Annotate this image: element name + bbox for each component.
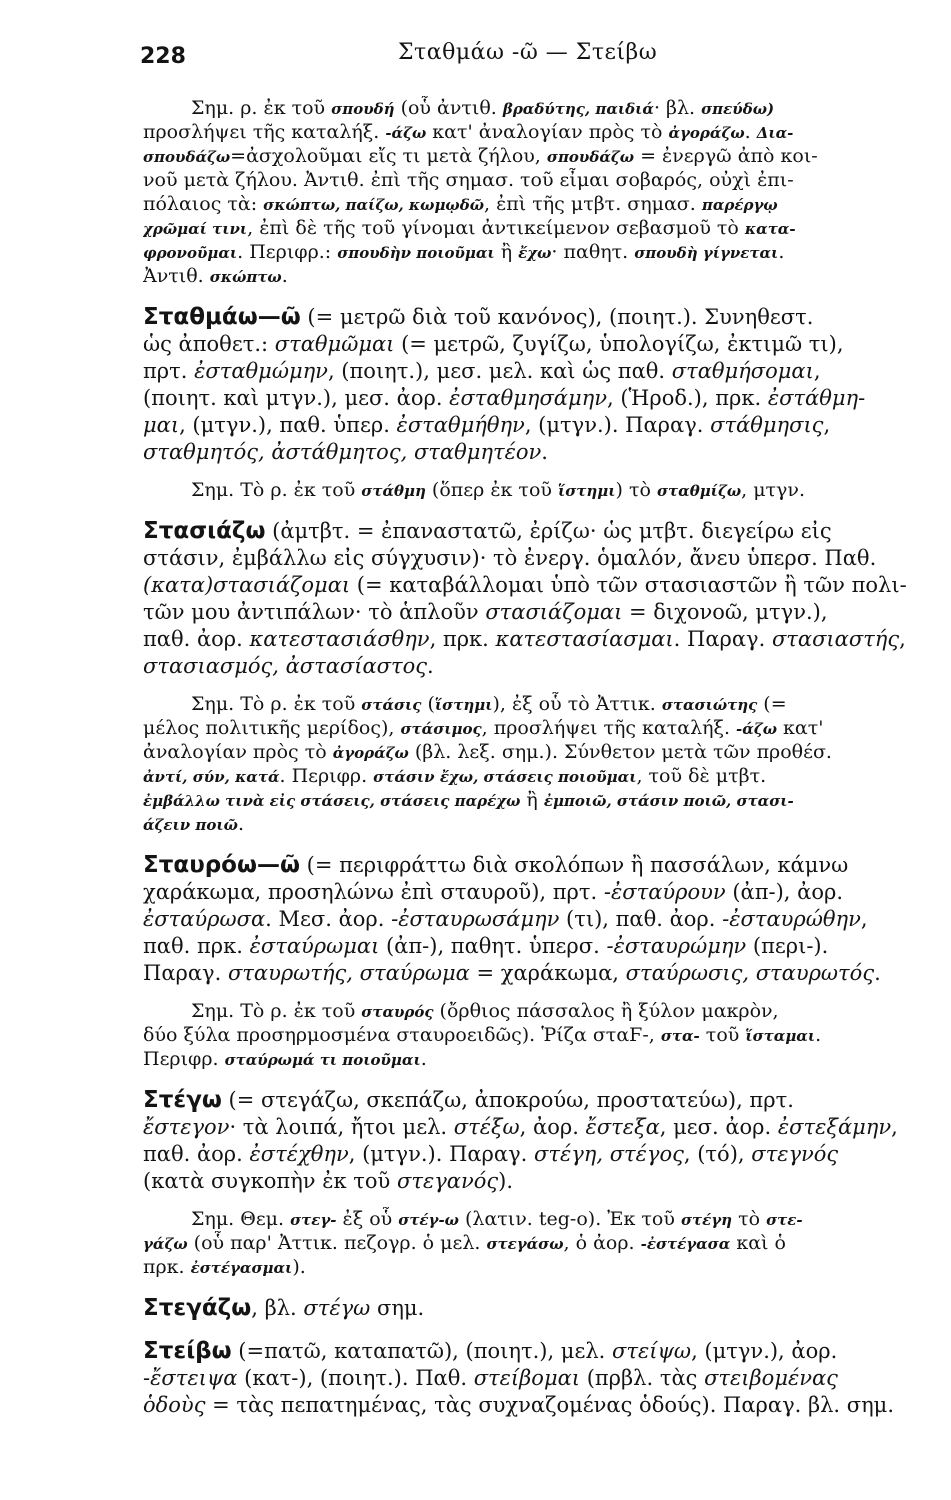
text-run: κατ' ἀναλογίαν πρὸς τὸ bbox=[426, 121, 669, 143]
text-run: ἐστεξάμην bbox=[777, 1115, 892, 1139]
text-run: . bbox=[281, 265, 288, 287]
text-run: (ἀπ-), ἀορ. bbox=[725, 880, 844, 904]
text-run: , ἀορ. bbox=[519, 1115, 586, 1139]
text-run: (βλ. λεξ. σημ.). Σύνθετον μετὰ τῶν προθέσ. bbox=[408, 741, 832, 763]
text-run: ἀντί, σύν, κατά bbox=[143, 768, 280, 786]
text-line bbox=[143, 788, 943, 812]
text-run: ἐστάθμη- bbox=[767, 386, 866, 410]
text-run: = διχονοῶ, μτγν.), bbox=[622, 600, 828, 624]
text-run: τὸ bbox=[732, 1208, 767, 1230]
text-line bbox=[143, 879, 943, 906]
spacer bbox=[143, 502, 943, 518]
text-run: Παραγ. bbox=[143, 961, 228, 985]
entry-headword: Σταθμάω—ῶ bbox=[143, 304, 301, 330]
entry-headword: Στεγάζω bbox=[143, 1295, 252, 1321]
text-run: παθ. ἀορ. bbox=[143, 1142, 250, 1166]
text-run: στείψω bbox=[612, 1339, 692, 1363]
entry-headword: Σταυρόω—ῶ bbox=[143, 852, 300, 878]
text-run: (οὗ παρ' Ἀττικ. πεζογρ. ὁ μελ. bbox=[187, 1232, 487, 1254]
text-run: (λατιν. teg-o). Ἐκ τοῦ bbox=[458, 1208, 681, 1230]
text-line bbox=[143, 120, 943, 144]
text-line bbox=[143, 1047, 943, 1071]
text-line bbox=[143, 740, 943, 764]
text-line bbox=[143, 1207, 943, 1231]
text-run: · παθητ. bbox=[551, 241, 635, 263]
text-run: στασιώτης bbox=[661, 696, 758, 714]
text-run: στάσιν, ἐμβάλλω εἰς σύγχυσιν)· τὸ ἐνεργ. ὁμαλόν, ἄνευ ὑπερσ. Παθ. bbox=[143, 546, 877, 570]
text-run: στέγω bbox=[303, 1296, 371, 1320]
text-run: σπουδάζω bbox=[546, 148, 635, 166]
text-run: , (μτγν.). Παραγ. bbox=[524, 413, 711, 437]
text-run: ἐσταύρωμαι bbox=[249, 934, 380, 958]
text-run: ἔστεγον bbox=[143, 1115, 230, 1139]
text-run: -ἐσταυρώθην bbox=[722, 907, 861, 931]
text-run: (κατα)στασιάζομαι bbox=[143, 573, 351, 597]
text-run: -ἔστειψα bbox=[143, 1366, 238, 1390]
text-run: στάσις bbox=[361, 696, 422, 714]
text-line bbox=[143, 1023, 943, 1047]
text-run: . bbox=[778, 241, 785, 263]
text-run: · τὰ λοιπά, ἤτοι μελ. bbox=[229, 1115, 454, 1139]
text-run: κατ' bbox=[776, 717, 824, 739]
text-run: στάσιμος bbox=[400, 720, 482, 738]
text-line bbox=[143, 764, 943, 788]
text-line bbox=[143, 331, 943, 358]
text-run: ὁδοὺς bbox=[143, 1393, 206, 1417]
text-run: στείβομαι bbox=[473, 1366, 581, 1390]
spacer bbox=[143, 987, 943, 999]
text-run: , προσλήψει τῆς καταλήξ. bbox=[481, 717, 737, 739]
text-line bbox=[143, 168, 943, 192]
text-line bbox=[143, 545, 943, 572]
text-line bbox=[143, 216, 943, 240]
text-run: σταθμῶμαι bbox=[274, 332, 395, 356]
text-run: (= περιφράττω διὰ σκολόπων ἢ πασσάλων, κάμνω bbox=[299, 853, 849, 877]
text-line bbox=[143, 716, 943, 740]
text-run: σταυρωτής, σταύρωμα bbox=[227, 961, 470, 985]
text-run: σκώπτω, παίζω, κωμῳδῶ bbox=[263, 196, 485, 214]
text-line bbox=[143, 1338, 943, 1365]
text-run: βραδύτης, παιδιά bbox=[502, 100, 654, 118]
text-line bbox=[143, 626, 943, 653]
text-run: , μτγν. bbox=[741, 479, 805, 501]
text-run: , τοῦ δὲ μτβτ. bbox=[636, 765, 767, 787]
text-run: -άζω bbox=[736, 720, 777, 738]
text-run: σπεύδω) bbox=[701, 100, 775, 118]
text-run: , πρκ. bbox=[429, 627, 496, 651]
text-run: -ἐσταύρουν bbox=[603, 880, 726, 904]
text-run: ἐσταθμησάμην bbox=[449, 386, 607, 410]
text-run: στάθμησις bbox=[710, 413, 824, 437]
text-line bbox=[143, 1141, 943, 1168]
text-run: δύο ξύλα προσηρμοσμένα σταυροειδῶς). Ῥίζα σταϜ-, bbox=[143, 1024, 661, 1046]
text-line bbox=[143, 812, 943, 836]
text-run: ἀγοράζω bbox=[332, 744, 409, 762]
text-line bbox=[143, 1295, 943, 1322]
text-run: ἐμβάλλω τινὰ εἰς στάσεις, στάσεις παρέχω bbox=[143, 792, 521, 810]
text-run: στέγη bbox=[680, 1211, 733, 1229]
page-header bbox=[0, 38, 951, 78]
text-run: νοῦ μετὰ ζήλου. Ἀντιθ. ἐπὶ τῆς σημασ. τοῦ εἶμαι σοβαρός, οὐχὶ ἐπι- bbox=[143, 169, 794, 191]
text-line bbox=[143, 599, 943, 626]
text-line bbox=[143, 692, 943, 716]
text-run: , (μτγν.). Παραγ. bbox=[348, 1142, 534, 1166]
text-line bbox=[143, 304, 943, 331]
text-run: ἵστημι bbox=[557, 482, 616, 500]
text-run: . bbox=[427, 654, 434, 678]
text-run: στεγάσω bbox=[486, 1235, 564, 1253]
text-run: · βλ. bbox=[653, 97, 702, 119]
text-run: ἵσταμαι bbox=[745, 1027, 816, 1045]
text-line bbox=[143, 933, 943, 960]
text-run: -ἐστέγασα bbox=[640, 1235, 731, 1253]
text-run: τοῦ bbox=[699, 1024, 746, 1046]
text-run: σπουδάζω bbox=[143, 148, 231, 166]
text-run: ἢ bbox=[520, 789, 544, 811]
text-run: μέλος πολιτικῆς μερίδος), bbox=[143, 717, 401, 739]
text-run: στάθμη bbox=[361, 482, 426, 500]
text-run: (= bbox=[757, 693, 787, 715]
text-line bbox=[143, 358, 943, 385]
text-line bbox=[143, 1365, 943, 1392]
text-run: ). bbox=[292, 1256, 306, 1278]
text-run: στέγ-ω bbox=[398, 1211, 459, 1229]
text-run: ( bbox=[421, 693, 435, 715]
text-line bbox=[143, 439, 943, 466]
text-run: , bbox=[860, 907, 868, 931]
text-run: -ἐσταυρωσάμην bbox=[391, 907, 560, 931]
text-run: σταύρωμά τι ποιοῦμαι bbox=[224, 1051, 421, 1069]
text-run: κατα- bbox=[744, 220, 796, 238]
text-line bbox=[143, 240, 943, 264]
text-run: ), ἐξ οὗ τὸ Ἀττικ. bbox=[492, 693, 662, 715]
text-line bbox=[143, 1392, 943, 1419]
text-run: παθ. ἀορ. bbox=[143, 627, 250, 651]
text-run: ὡς ἀποθετ.: bbox=[143, 332, 275, 356]
spacer bbox=[143, 836, 943, 852]
text-run: Ἀντιθ. bbox=[143, 265, 210, 287]
text-run: σπουδὴ γίγνεται bbox=[634, 244, 779, 262]
text-run: κατεστασίασμαι bbox=[495, 627, 674, 651]
text-run: ἔστεξα bbox=[585, 1115, 660, 1139]
text-run: στέγη, στέγος bbox=[534, 1142, 684, 1166]
text-run: χαράκωμα, προσηλώνω ἐπὶ σταυροῦ), πρτ. bbox=[143, 880, 604, 904]
text-run: πόλαιος τὰ: bbox=[143, 193, 264, 215]
text-run: στέξω bbox=[453, 1115, 520, 1139]
text-run: καὶ ὁ bbox=[730, 1232, 786, 1254]
text-run: ἐξ οὗ bbox=[336, 1208, 399, 1230]
text-line bbox=[143, 478, 943, 502]
text-line bbox=[143, 960, 943, 987]
text-run: ἔχω bbox=[518, 244, 552, 262]
text-line bbox=[143, 192, 943, 216]
running-title: Σταθμάω -ῶ — Στείβω bbox=[398, 40, 658, 65]
text-run: ἀγοράζω bbox=[668, 124, 745, 142]
spacer bbox=[143, 1071, 943, 1087]
text-run: στασιάζομαι bbox=[485, 600, 623, 624]
text-run: , ὁ ἀορ. bbox=[563, 1232, 641, 1254]
text-line bbox=[143, 412, 943, 439]
text-run: = ἐνεργῶ ἀπὸ κοι- bbox=[634, 145, 818, 167]
text-run: -άζω bbox=[385, 124, 427, 142]
text-run: (τι), παθ. ἀορ. bbox=[559, 907, 723, 931]
text-line bbox=[143, 144, 943, 168]
text-run: τῶν μου ἀντιπάλων· τὸ ἁπλοῦν bbox=[143, 600, 486, 624]
text-run: στε- bbox=[766, 1211, 803, 1229]
text-run: , ἐπὶ δὲ τῆς τοῦ γίνομαι ἀντικείμενον σεβασμοῦ τὸ bbox=[247, 217, 745, 239]
text-run: (ἀμτβτ. = ἐπαναστατῶ, ἐρίζω· ὡς μτβτ. διεγείρω εἰς bbox=[265, 519, 832, 543]
text-line bbox=[143, 1087, 943, 1114]
text-run: , bbox=[813, 359, 821, 383]
spacer bbox=[143, 1322, 943, 1338]
text-run: σημ. bbox=[370, 1296, 425, 1320]
text-run: πρκ. bbox=[143, 1256, 191, 1278]
text-run: . bbox=[420, 1048, 427, 1070]
text-run: (κατ-), (ποιητ.). Παθ. bbox=[237, 1366, 474, 1390]
entry-headword: Στείβω bbox=[143, 1338, 232, 1364]
text-run: , βλ. bbox=[251, 1296, 304, 1320]
text-run: (= μετρῶ, ζυγίζω, ὑπολογίζω, ἐκτιμῶ τι), bbox=[394, 332, 844, 356]
text-run: ἐστέχθην bbox=[249, 1142, 349, 1166]
text-run: = χαράκωμα, bbox=[469, 961, 626, 985]
text-run: (= καταβάλλομαι ὑπὸ τῶν στασιαστῶν ἢ τῶν πολι- bbox=[350, 573, 907, 597]
text-line bbox=[143, 906, 943, 933]
text-line bbox=[143, 1168, 943, 1195]
text-run: ἐσταθμώμην bbox=[194, 359, 328, 383]
text-line bbox=[143, 96, 943, 120]
text-run: κατεστασιάσθην bbox=[249, 627, 430, 651]
text-run: Σημ. Τὸ ρ. ἐκ τοῦ bbox=[191, 479, 362, 501]
text-run: = τὰς πεπατημένας, τὰς συχναζομένας ὁδούς). Παραγ. βλ. σημ. bbox=[205, 1393, 895, 1417]
text-run: (ὄρθιος πάσσαλος ἢ ξύλον μακρὸν, bbox=[433, 1000, 779, 1022]
text-run: στεγ- bbox=[290, 1211, 337, 1229]
text-run: μαι bbox=[143, 413, 180, 437]
text-run: (περι-). bbox=[746, 934, 829, 958]
text-run: Σημ. Θεμ. bbox=[191, 1208, 291, 1230]
text-run: , bbox=[823, 413, 831, 437]
text-run: στα- bbox=[660, 1027, 700, 1045]
text-run: , bbox=[891, 1115, 898, 1139]
text-run: πρτ. bbox=[143, 359, 195, 383]
text-line bbox=[143, 385, 943, 412]
text-run: ἀναλογίαν πρὸς τὸ bbox=[143, 741, 333, 763]
spacer bbox=[143, 466, 943, 478]
text-line bbox=[143, 518, 943, 545]
spacer bbox=[143, 288, 943, 304]
text-run: -ἐσταυρώμην bbox=[606, 934, 747, 958]
text-run: στασιασμός, ἀστασίαστος bbox=[143, 654, 428, 678]
text-line bbox=[143, 572, 943, 599]
text-run: σταυρός bbox=[361, 1003, 434, 1021]
text-line bbox=[143, 1255, 943, 1279]
text-run: φρονοῦμαι bbox=[143, 244, 238, 262]
text-line bbox=[143, 653, 943, 680]
text-run: (= στεγάζω, σκεπάζω, ἀποκρούω, προστατεύω), πρτ. bbox=[221, 1088, 794, 1112]
text-run: στάσιν ἔχω, στάσεις ποιοῦμαι bbox=[373, 768, 637, 786]
text-run: γάζω bbox=[143, 1235, 188, 1253]
text-run: . Περιφρ. bbox=[279, 765, 374, 787]
text-run: Σημ. ρ. ἐκ τοῦ bbox=[191, 97, 332, 119]
text-run: (ὅπερ ἐκ τοῦ bbox=[425, 479, 558, 501]
entries-body bbox=[143, 96, 943, 1419]
text-run: σπουδὴν ποιοῦμαι bbox=[337, 244, 495, 262]
text-run: . bbox=[815, 1024, 822, 1046]
text-run: Σημ. Τὸ ρ. ἐκ τοῦ bbox=[191, 1000, 362, 1022]
text-run: (=πατῶ, καταπατῶ), (ποιητ.), μελ. bbox=[231, 1339, 612, 1363]
text-run: . Μεσ. ἀορ. bbox=[265, 907, 392, 931]
text-run: (= μετρῶ διὰ τοῦ κανόνος), (ποιητ.). Συνηθεστ. bbox=[300, 305, 814, 329]
text-run: . Παραγ. bbox=[673, 627, 772, 651]
spacer bbox=[143, 1279, 943, 1295]
text-run: σπουδή bbox=[331, 100, 395, 118]
text-run: , (τό), bbox=[683, 1142, 752, 1166]
text-run: χρῶμαί τινι bbox=[143, 220, 248, 238]
text-run: σταθμήσομαι bbox=[671, 359, 814, 383]
text-run: παρέργῳ bbox=[701, 196, 778, 214]
text-run: σταθμίζω bbox=[657, 482, 742, 500]
text-run: (οὗ ἀντιθ. bbox=[394, 97, 503, 119]
text-run: στεγνός bbox=[751, 1142, 839, 1166]
text-run: , (Ἡροδ.), πρκ. bbox=[606, 386, 768, 410]
text-run: Περιφρ. bbox=[143, 1048, 225, 1070]
text-run: , μεσ. ἀορ. bbox=[659, 1115, 778, 1139]
text-run: σταθμητός, ἀστάθμητος, σταθμητέον bbox=[143, 440, 542, 464]
text-run: σταύρωσις, σταυρωτός bbox=[625, 961, 875, 985]
text-run: . bbox=[744, 121, 757, 143]
text-run: , bbox=[899, 627, 906, 651]
text-run: (πρβλ. τὰς bbox=[580, 1366, 705, 1390]
text-run: άζειν ποιῶ bbox=[143, 816, 238, 834]
text-run: ἵστημι bbox=[434, 696, 493, 714]
text-run: . Περιφρ.: bbox=[237, 241, 338, 263]
spacer bbox=[143, 680, 943, 692]
text-run: , (μτγν.), παθ. ὑπερ. bbox=[179, 413, 397, 437]
text-run: ) τὸ bbox=[615, 479, 657, 501]
text-line bbox=[143, 852, 943, 879]
text-line bbox=[143, 999, 943, 1023]
text-line bbox=[143, 1114, 943, 1141]
text-run: στασιαστής bbox=[771, 627, 900, 651]
text-run: ). bbox=[498, 1169, 513, 1193]
text-run: . bbox=[541, 440, 548, 464]
text-run: (ἀπ-), παθητ. ὑπερσ. bbox=[379, 934, 607, 958]
text-run: ἐσταθμήθην bbox=[396, 413, 525, 437]
text-run: Σημ. Τὸ ρ. ἐκ τοῦ bbox=[191, 693, 362, 715]
text-run: ἐστέγασμαι bbox=[190, 1259, 293, 1277]
text-line bbox=[143, 1231, 943, 1255]
text-run: σκώπτω bbox=[209, 268, 282, 286]
text-run: ἢ bbox=[494, 241, 519, 263]
text-run: (κατὰ συγκοπὴν ἐκ τοῦ bbox=[143, 1169, 397, 1193]
text-run: ἐμποιῶ, στάσιν ποιῶ, στασι- bbox=[543, 792, 794, 810]
text-run: . bbox=[874, 961, 881, 985]
entry-headword: Στασιάζω bbox=[143, 518, 266, 544]
text-run: στεγανός bbox=[397, 1169, 499, 1193]
spacer bbox=[143, 1195, 943, 1207]
text-line bbox=[143, 264, 943, 288]
text-run: παθ. πρκ. bbox=[143, 934, 250, 958]
text-run: , (μτγν.), ἀορ. bbox=[691, 1339, 838, 1363]
text-run: στειβομένας bbox=[704, 1366, 838, 1390]
text-run: , (ποιητ.), μεσ. μελ. καὶ ὡς παθ. bbox=[327, 359, 672, 383]
text-run: , ἐπὶ τῆς μτβτ. σημασ. bbox=[484, 193, 702, 215]
text-run: =ἀσχολοῦμαι εἴς τι μετὰ ζήλου, bbox=[230, 145, 547, 167]
text-run: προσλήψει τῆς καταλήξ. bbox=[143, 121, 386, 143]
text-run: ἐσταύρωσα bbox=[143, 907, 266, 931]
text-run: . bbox=[237, 813, 245, 835]
page-number: 228 bbox=[140, 44, 186, 69]
text-run: (ποιητ. καὶ μτγν.), μεσ. ἀορ. bbox=[143, 386, 450, 410]
text-run: Δια- bbox=[756, 124, 794, 142]
entry-headword: Στέγω bbox=[143, 1087, 222, 1113]
